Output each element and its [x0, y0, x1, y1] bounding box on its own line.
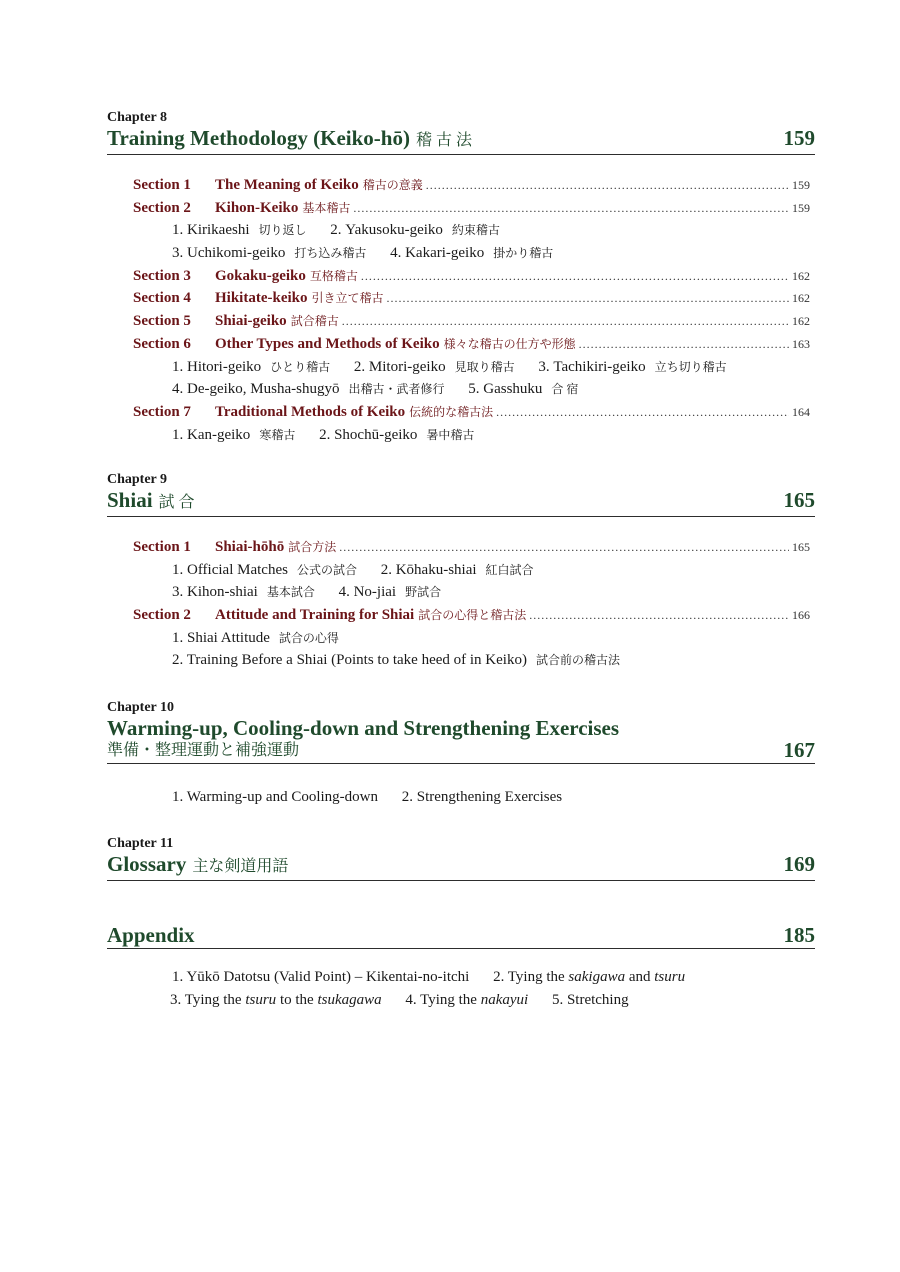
leader-dots — [426, 174, 789, 197]
section-number: Section 2 — [133, 199, 191, 216]
subitem-line — [133, 559, 810, 582]
subitem: 4. De-geiko, Musha-shugyō 出稽古・武者修行 — [172, 381, 445, 398]
subitem: 4. Tying the nakayui — [405, 991, 529, 1008]
subitem: 2. Kōhaku-shiai 紅白試合 — [380, 561, 534, 578]
subitem: 5. Gasshuku 合 宿 — [468, 381, 579, 398]
chapter-label: Chapter 8 — [107, 110, 168, 125]
section-row[interactable] — [133, 174, 810, 197]
section-number: Section 7 — [133, 403, 191, 420]
subitem-line — [133, 356, 810, 379]
subitem: 2. Yakusoku-geiko 約束稽古 — [330, 222, 500, 239]
subitem-line — [133, 989, 810, 1012]
subitem: 4. No-jiai 野試合 — [338, 584, 442, 601]
section-page: 163 — [792, 336, 810, 351]
chapter-title — [107, 126, 472, 153]
subitem-line — [133, 649, 810, 672]
chapter-title-jp: 主な剣道用語 — [192, 858, 289, 875]
section-title-jp: 試合稽古 — [290, 314, 339, 329]
section-title-jp: 伝統的な稽古法 — [409, 404, 494, 419]
subitem: 2. Shochū-geiko 暑中稽古 — [319, 426, 475, 443]
subitem: 1. Hitori-geiko ひとり稽古 — [172, 358, 331, 375]
section-number: Section 4 — [133, 290, 191, 307]
subitem: 1. Kan-geiko 寒稽古 — [172, 426, 296, 443]
chapter-title-row — [107, 716, 815, 764]
chapter-title — [107, 852, 288, 879]
section-title: The Meaning of Keiko — [215, 177, 359, 193]
section-page: 162 — [792, 291, 810, 306]
subitem: 1. Warming-up and Cooling-down — [172, 789, 378, 805]
section-page: 165 — [792, 540, 810, 554]
section-page: 159 — [792, 200, 810, 215]
leader-dots — [339, 536, 789, 559]
section-title: Attitude and Training for Shiai — [215, 607, 415, 624]
section-page: 159 — [792, 178, 810, 192]
subitem-line — [133, 966, 810, 989]
appendix-title: Appendix — [107, 923, 195, 947]
chapter-title-text: Warming-up, Cooling-down and Strengthening Exercises — [107, 716, 620, 740]
section-number: Section 1 — [133, 177, 191, 193]
chapter-label: Chapter 11 — [107, 836, 174, 851]
chapter-title-text: Shiai — [107, 488, 153, 512]
chapter-page: 165 — [783, 488, 815, 512]
section-title: Shiai-geiko — [215, 313, 287, 330]
subitem: 3. Uchikomi-geiko 打ち込み稽古 — [172, 245, 367, 262]
section-number: Section 5 — [133, 313, 191, 330]
chapter-title-text: Glossary — [107, 852, 187, 876]
section-title-jp: 互格稽古 — [309, 268, 358, 283]
section-row[interactable] — [133, 401, 810, 424]
chapter-10-header — [107, 700, 815, 764]
section-row[interactable] — [133, 333, 810, 356]
leader-dots — [529, 604, 789, 627]
section-title: Hikitate-keiko — [215, 290, 308, 307]
subitem: 3. Kihon-shiai 基本試合 — [172, 584, 315, 601]
leader-dots — [353, 197, 789, 220]
leader-dots — [387, 287, 789, 310]
chapter-11-header — [107, 836, 815, 881]
leader-dots — [342, 310, 789, 333]
chapter-title-row — [107, 852, 815, 881]
chapter-9-entries — [133, 536, 810, 672]
section-title: Traditional Methods of Keiko — [215, 403, 406, 420]
leader-dots — [361, 265, 789, 288]
section-row[interactable] — [133, 310, 810, 333]
subitem-line — [133, 786, 810, 809]
section-number: Section 1 — [133, 539, 191, 555]
leader-dots — [579, 333, 789, 356]
appendix-header — [107, 923, 815, 949]
chapter-8-entries — [133, 174, 810, 446]
chapter-label: Chapter 10 — [107, 700, 175, 715]
section-page: 164 — [792, 404, 810, 419]
section-title-jp: 基本稽古 — [302, 200, 351, 215]
section-row[interactable] — [133, 604, 810, 627]
chapter-page: 159 — [783, 126, 815, 150]
chapter-10-entries — [133, 786, 810, 809]
section-title-jp: 稽古の意義 — [362, 178, 423, 192]
subitem-line — [133, 378, 810, 401]
chapter-page: 167 — [783, 738, 815, 762]
section-title: Gokaku-geiko — [215, 267, 306, 284]
subitem: 3. Tying the tsuru to the tsukagawa — [170, 991, 382, 1008]
subitem: 2. Mitori-geiko 見取り稽古 — [353, 358, 515, 375]
subitem: 1. Shiai Attitude 試合の心得 — [172, 629, 339, 646]
chapter-page: 169 — [783, 852, 815, 876]
subitem: 1. Official Matches 公式の試合 — [172, 561, 357, 578]
chapter-label: Chapter 9 — [107, 472, 168, 487]
subitem-line — [133, 242, 810, 265]
section-title-jp: 試合の心得と稽古法 — [418, 608, 527, 623]
section-page: 162 — [792, 268, 810, 283]
section-row[interactable] — [133, 197, 810, 220]
chapter-title — [107, 716, 619, 762]
chapter-title-jp: 稽 古 法 — [415, 132, 472, 149]
section-number: Section 2 — [133, 607, 191, 624]
section-title: Kihon-Keiko — [215, 199, 299, 216]
subitem: 1. Yūkō Datotsu (Valid Point) – Kikentai-no-itchi — [172, 969, 470, 985]
section-number: Section 3 — [133, 267, 191, 284]
section-row[interactable] — [133, 287, 810, 310]
subitem: 3. Tachikiri-geiko 立ち切り稽古 — [538, 358, 727, 375]
section-page: 162 — [792, 314, 810, 329]
chapter-title-row — [107, 488, 815, 517]
chapter-8-header — [107, 110, 815, 155]
section-title-jp: 様々な稽古の仕方や形態 — [443, 336, 576, 351]
chapter-title-row — [107, 923, 815, 949]
subitem-line — [133, 424, 810, 447]
chapter-title-jp: 準備・整理運動と補強運動 — [107, 742, 300, 759]
chapter-title-jp: 試 合 — [158, 494, 195, 511]
section-page: 166 — [792, 608, 810, 623]
section-title-jp: 引き立て稽古 — [311, 291, 384, 306]
subitem: 2. Strengthening Exercises — [401, 789, 563, 805]
subitem: 5. Stretching — [551, 991, 629, 1008]
subitem: 4. Kakari-geiko 掛かり稽古 — [390, 245, 554, 262]
chapter-9-header — [107, 472, 815, 517]
section-title: Other Types and Methods of Keiko — [215, 335, 440, 352]
chapter-title-row — [107, 126, 815, 155]
subitem-line — [133, 627, 810, 650]
section-title: Shiai-hōhō — [215, 539, 285, 555]
subitem: 2. Training Before a Shiai (Points to take heed of in Keiko) 試合前の稽古法 — [172, 652, 620, 669]
subitem-line — [133, 581, 810, 604]
subitem-line — [133, 219, 810, 242]
appendix-page: 185 — [783, 923, 815, 947]
chapter-title-text: Training Methodology (Keiko-hō) — [107, 126, 410, 150]
section-title-jp: 試合方法 — [288, 540, 337, 554]
section-row[interactable] — [133, 265, 810, 288]
appendix-entries — [133, 966, 810, 1011]
subitem: 2. Tying the sakigawa and tsuru — [493, 969, 686, 985]
subitem: 1. Kirikaeshi 切り返し — [172, 222, 307, 239]
section-row[interactable] — [133, 536, 810, 559]
chapter-title — [107, 488, 195, 515]
leader-dots — [496, 401, 789, 424]
section-number: Section 6 — [133, 335, 191, 352]
